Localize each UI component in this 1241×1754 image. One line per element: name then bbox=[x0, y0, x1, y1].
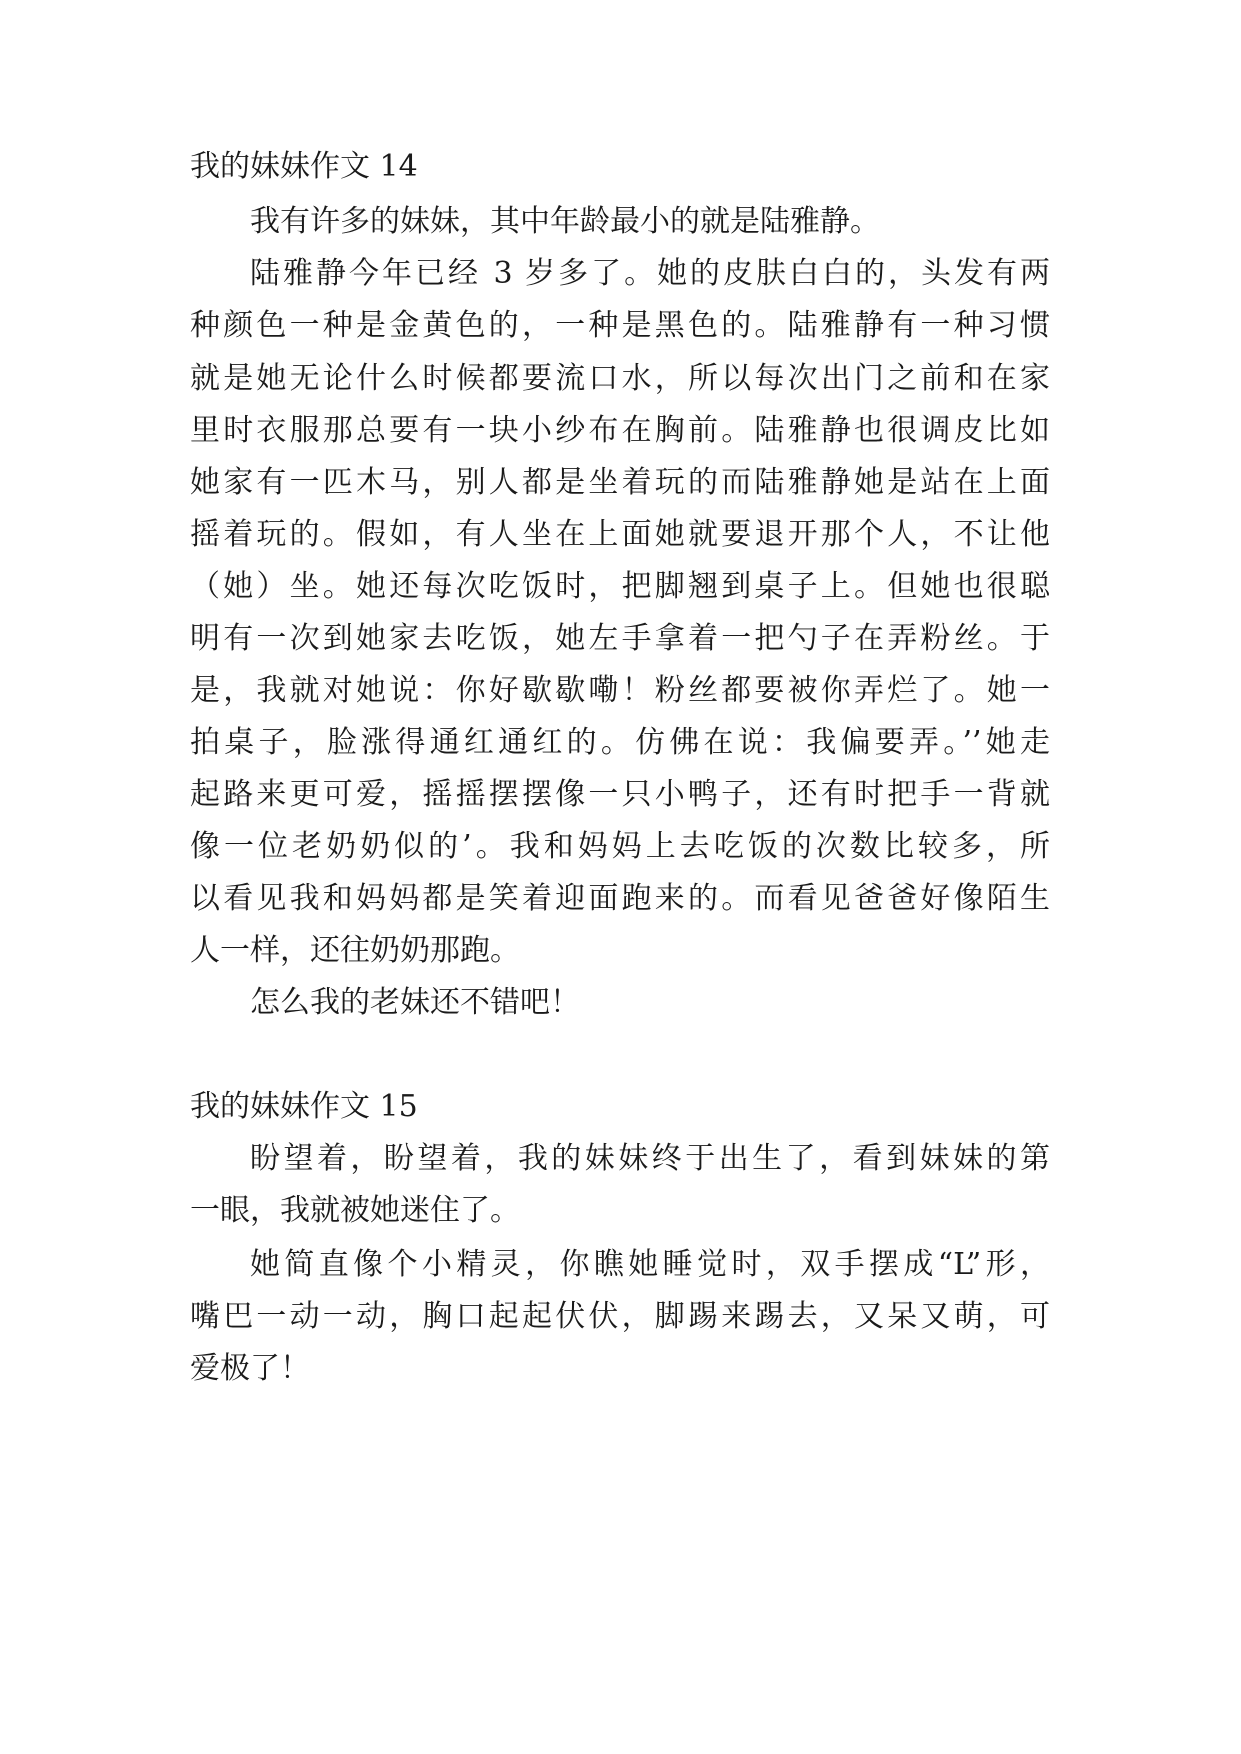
paragraph-line: 她家有一匹木马，别人都是坐着玩的而陆雅静她是站在上面 bbox=[190, 465, 1050, 500]
paragraph-line: 就是她无论什么时候都要流口水，所以每次出门之前和在家 bbox=[190, 361, 1050, 396]
paragraph-line: 像一位老奶奶似的’。我和妈妈上去吃饭的次数比较多，所 bbox=[190, 829, 1050, 864]
paragraph-line: 拍桌子，脸涨得通红通红的。仿佛在说：我偏要弄。’’她走 bbox=[190, 725, 1050, 760]
paragraph-line: 种颜色一种是金黄色的，一种是黑色的。陆雅静有一种习惯 bbox=[190, 308, 1050, 343]
paragraph-line: 以看见我和妈妈都是笑着迎面跑来的。而看见爸爸好像陌生 bbox=[190, 881, 1050, 916]
paragraph-line: 她简直像个小精灵，你瞧她睡觉时，双手摆成“L”形， bbox=[250, 1247, 1050, 1282]
paragraph-line: 爱极了！ bbox=[190, 1351, 310, 1386]
paragraph-line: 里时衣服那总要有一块小纱布在胸前。陆雅静也很调皮比如 bbox=[190, 413, 1050, 448]
paragraph-line: 嘴巴一动一动，胸口起起伏伏，脚踢来踢去，又呆又萌，可 bbox=[190, 1299, 1050, 1334]
paragraph-line: 一眼，我就被她迷住了。 bbox=[190, 1193, 520, 1228]
paragraph-line: 明有一次到她家去吃饭，她左手拿着一把勺子在弄粉丝。于 bbox=[190, 621, 1050, 656]
paragraph-line: 盼望着，盼望着，我的妹妹终于出生了，看到妹妹的第 bbox=[250, 1141, 1050, 1176]
paragraph-line: 怎么我的老妹还不错吧！ bbox=[250, 985, 580, 1020]
paragraph-line: 是，我就对她说：你好歇歇嘞！粉丝都要被你弄烂了。她一 bbox=[190, 673, 1050, 708]
paragraph-line: 起路来更可爱，摇摇摆摆像一只小鸭子，还有时把手一背就 bbox=[190, 777, 1050, 812]
paragraph-line: 人一样，还往奶奶那跑。 bbox=[190, 933, 520, 968]
paragraph-line: 陆雅静今年已经 3 岁多了。她的皮肤白白的，头发有两 bbox=[250, 256, 1050, 291]
section-title: 我的妹妹作文 15 bbox=[190, 1089, 418, 1124]
paragraph-line: 我有许多的妹妹，其中年龄最小的就是陆雅静。 bbox=[250, 204, 880, 239]
paragraph-line: （她）坐。她还每次吃饭时，把脚翘到桌子上。但她也很聪 bbox=[190, 569, 1050, 604]
paragraph-line: 摇着玩的。假如，有人坐在上面她就要退开那个人，不让他 bbox=[190, 517, 1050, 552]
section-title: 我的妹妹作文 14 bbox=[190, 149, 418, 184]
